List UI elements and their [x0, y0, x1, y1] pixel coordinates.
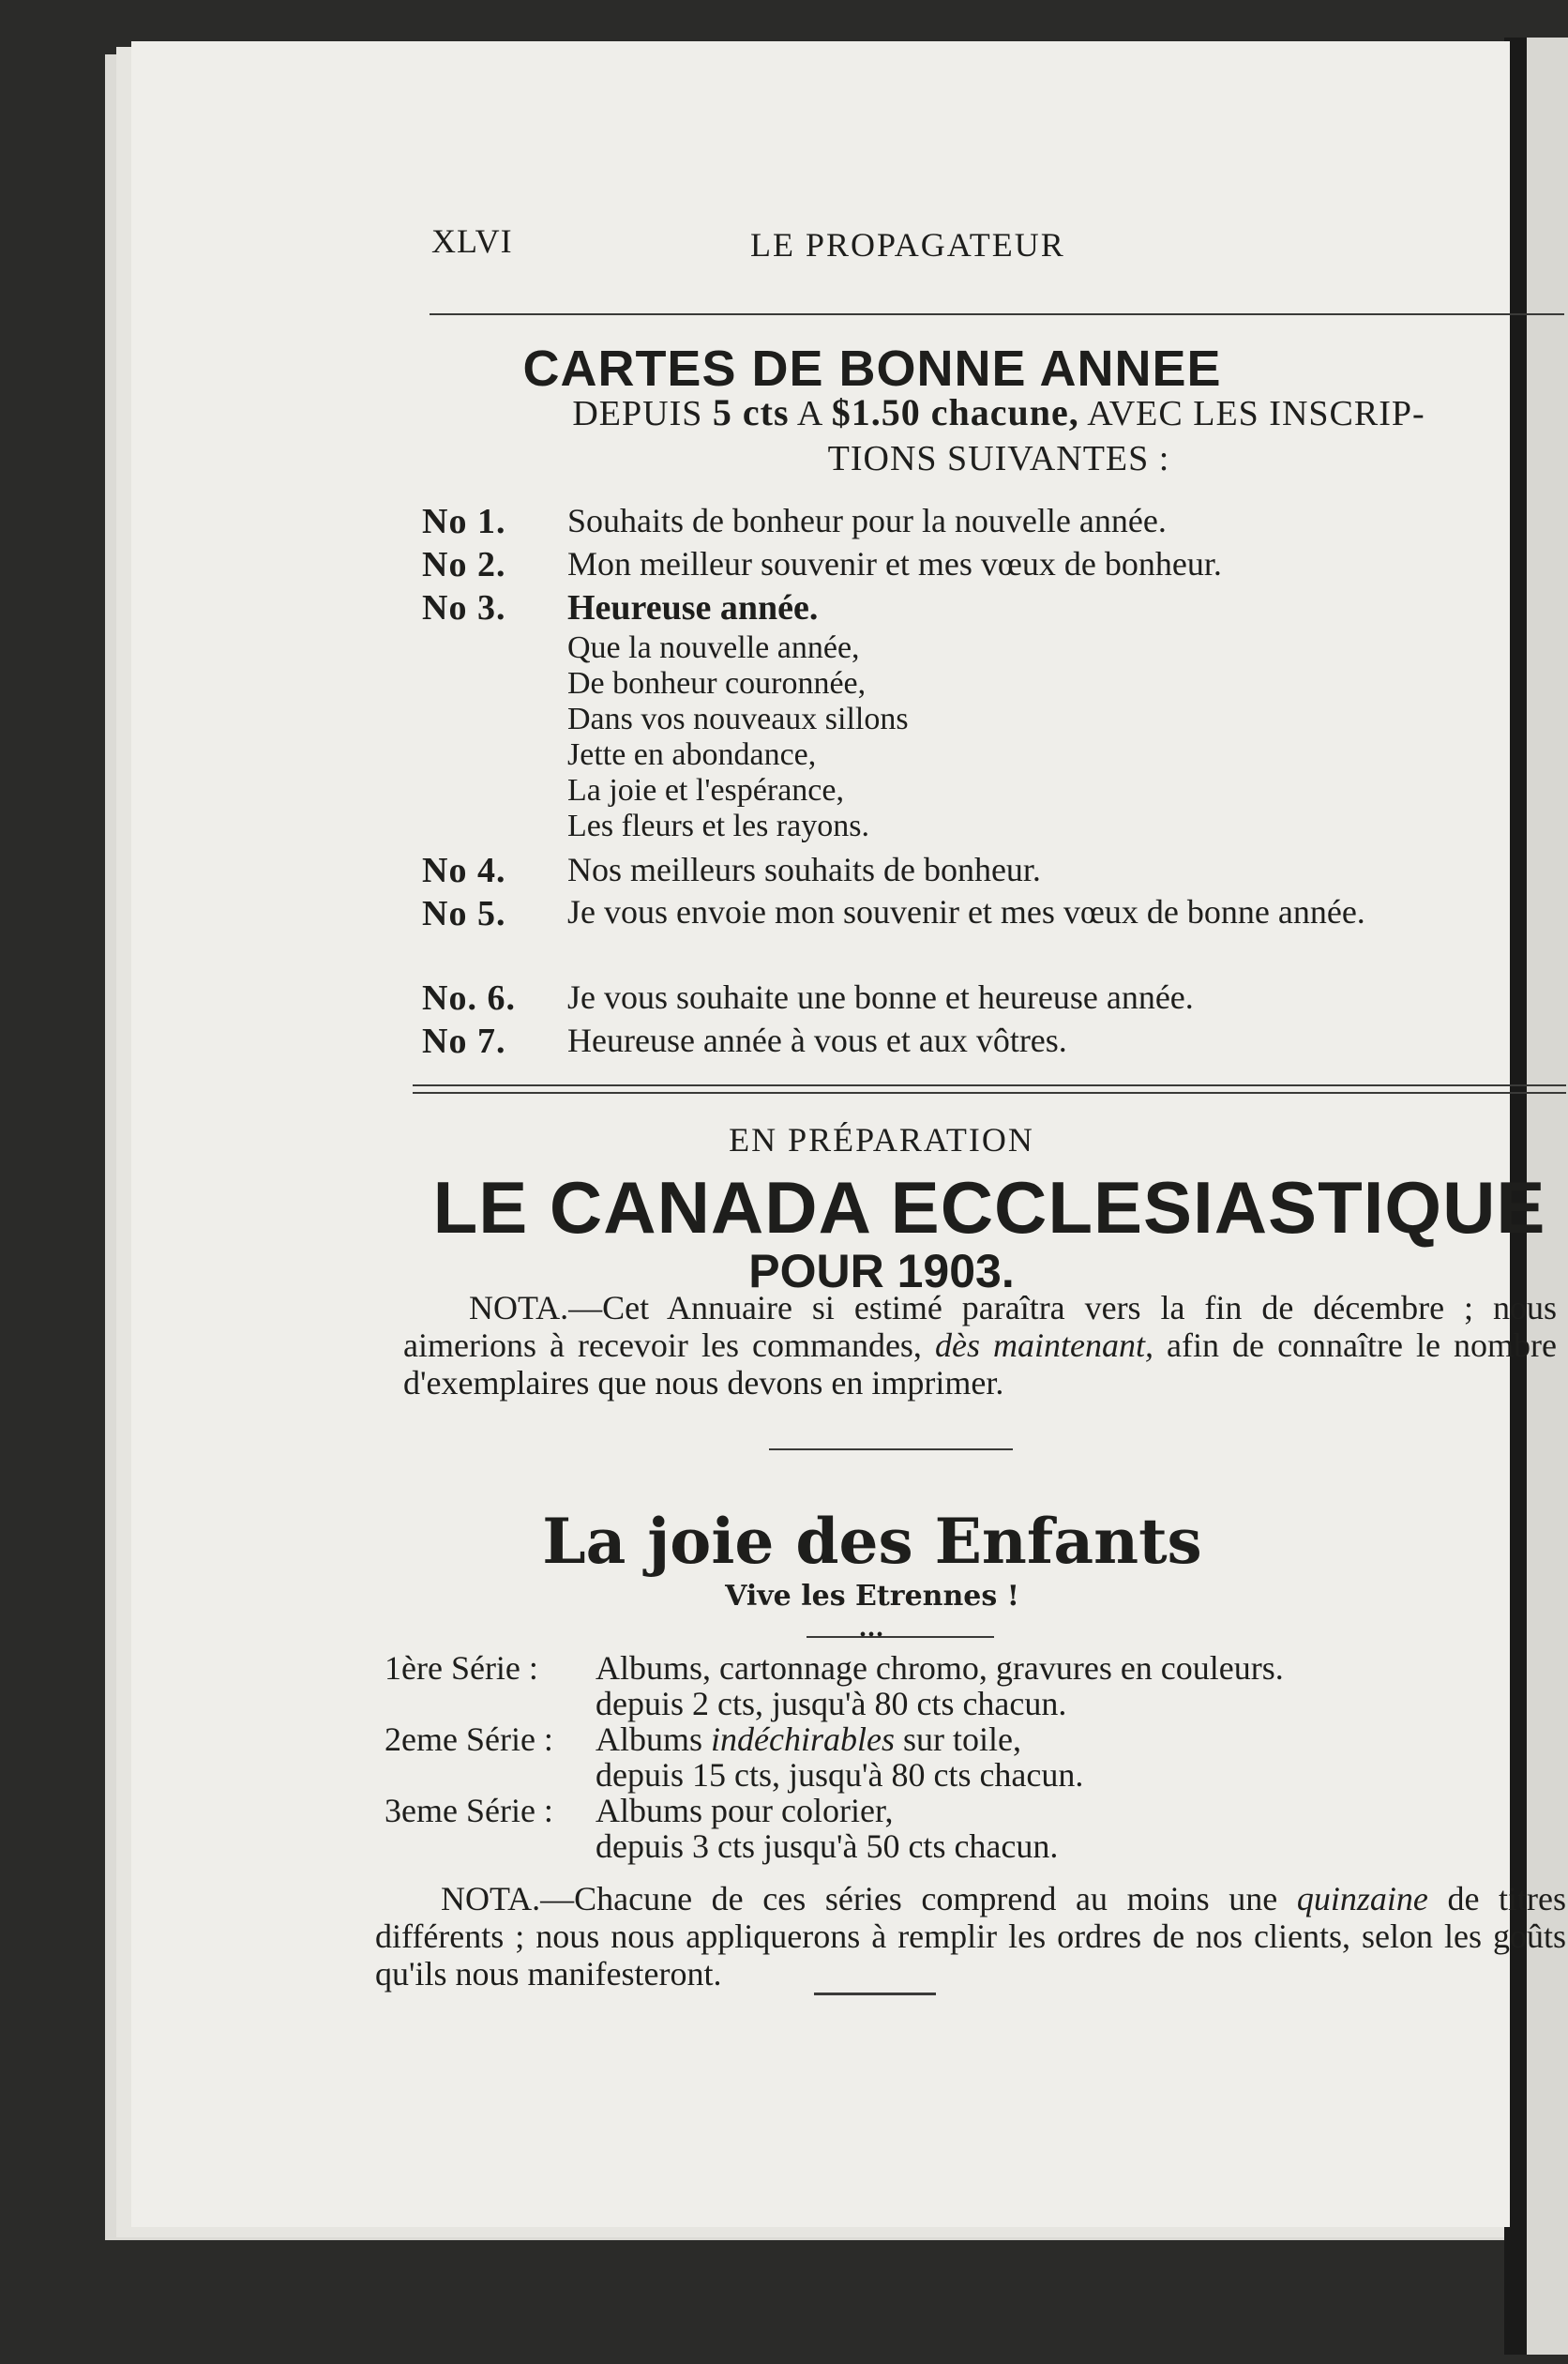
- item-text: Souhaits de bonheur pour la nouvelle année.: [567, 502, 1167, 539]
- poem: [567, 630, 1568, 844]
- poem-line: Les fleurs et les rayons.: [567, 809, 869, 843]
- item-number: No 4.: [422, 851, 506, 890]
- cartes-list: [422, 501, 1568, 1064]
- item-number: No 1.: [422, 502, 506, 541]
- list-item: [422, 544, 1568, 587]
- list-item: [422, 1021, 1568, 1064]
- series-label: 2eme Série :: [384, 1720, 553, 1758]
- item-text: Heureuse année.: [567, 588, 819, 628]
- poem-line: Dans vos nouveaux sillons: [567, 702, 909, 736]
- nota-emphasis: quinzaine: [1296, 1880, 1428, 1917]
- cartes-subheading: [431, 390, 1566, 481]
- header-rule: [430, 313, 1564, 315]
- list-item: [422, 977, 1568, 1021]
- item-number: No. 6.: [422, 978, 516, 1018]
- series-desc-pre: Albums: [596, 1720, 703, 1758]
- short-divider: [769, 1448, 1013, 1450]
- nota-emphasis: dès maintenant,: [934, 1326, 1153, 1364]
- item-number: No 5.: [422, 894, 506, 933]
- preparation-label: EN PRÉPARATION: [729, 1121, 1034, 1159]
- book-page: [131, 41, 1567, 2227]
- item-number: No 7.: [422, 1022, 506, 1061]
- subheading-inscrip: AVEC LES INSCRIP-: [1087, 394, 1425, 433]
- poem-line: Que la nouvelle année,: [567, 630, 860, 665]
- list-item: [422, 850, 1568, 893]
- running-title: LE PROPAGATEUR: [750, 226, 1065, 264]
- joie-subtitle: Vive les Etrennes !: [725, 1580, 1019, 1613]
- end-rule: [814, 1993, 936, 1995]
- cartes-heading: CARTES DE BONNE ANNEE: [522, 341, 1222, 397]
- series-desc: Albums, cartonnage chromo, gravures en couleurs.: [596, 1649, 1284, 1687]
- list-item: [422, 893, 1568, 977]
- list-item: [422, 501, 1568, 544]
- price-from: 5 cts: [712, 391, 790, 433]
- series-desc-post: sur toile,: [902, 1720, 1021, 1758]
- item-number: No 3.: [422, 588, 506, 628]
- poem-line: La joie et l'espérance,: [567, 773, 844, 808]
- nota-text: NOTA.—Cet Annuaire si estimé paraîtra vers la fin de décembre ; nous aimerions à recevoir les commandes,: [403, 1289, 1557, 1364]
- series-desc-emphasis: indéchirables: [711, 1720, 895, 1758]
- price-to: $1.50 chacune,: [831, 391, 1079, 433]
- series-row: [384, 1721, 1568, 1793]
- series-desc: Albums pour colorier,: [596, 1792, 894, 1829]
- item-text: Heureuse année à vous et aux vôtres.: [567, 1022, 1067, 1059]
- subheading-depuis: DEPUIS: [572, 394, 703, 433]
- poem-line: Jette en abondance,: [567, 737, 817, 772]
- nota-text: afin de connaître le nombre d'exemplaires que nous devons en imprimer.: [403, 1326, 1558, 1402]
- item-text: Mon meilleur souvenir et mes vœux de bonheur.: [567, 545, 1222, 583]
- running-head: [431, 182, 1435, 229]
- subheading-a: A: [796, 394, 822, 433]
- poem-line: De bonheur couronnée,: [567, 666, 867, 701]
- series-row: [384, 1793, 1568, 1864]
- item-text: Je vous souhaite une bonne et heureuse année.: [567, 978, 1194, 1016]
- item-text: Je vous envoie mon souvenir et mes vœux de bonne année.: [567, 893, 1365, 931]
- series-list: [384, 1650, 1568, 1864]
- ornament: •••: [859, 1625, 885, 1645]
- series-price: depuis 3 cts jusqu'à 50 cts chacun.: [596, 1827, 1059, 1865]
- item-number: No 2.: [422, 545, 506, 584]
- page-folio: XLVI: [431, 222, 513, 260]
- section-divider: [413, 1092, 1566, 1094]
- subheading-line2: TIONS SUIVANTES :: [827, 439, 1170, 478]
- series-desc: [596, 1721, 1021, 1757]
- nota-text: de titres différents ; nous nous appliquerons à remplir les ordres de nos clients, selon les goûts qu'ils nous manifesteront.: [375, 1880, 1567, 1993]
- series-row: [384, 1650, 1568, 1721]
- canada-year: POUR 1903.: [748, 1245, 1015, 1297]
- section-divider: [413, 1084, 1566, 1086]
- joie-title: La joie des Enfants: [542, 1505, 1202, 1578]
- item-text: Nos meilleurs souhaits de bonheur.: [567, 851, 1041, 888]
- nota-text: NOTA.—Chacune de ces séries comprend au moins une: [441, 1880, 1278, 1917]
- joie-nota: [375, 1880, 1566, 1993]
- series-label: 3eme Série :: [384, 1792, 553, 1829]
- canada-nota: [403, 1289, 1557, 1402]
- list-item: [422, 587, 1568, 630]
- series-label: 1ère Série :: [384, 1649, 538, 1687]
- canada-title: LE CANADA ECCLESIASTIQUE: [432, 1166, 1546, 1249]
- series-price: depuis 15 cts, jusqu'à 80 cts chacun.: [596, 1756, 1084, 1794]
- series-price: depuis 2 cts, jusqu'à 80 cts chacun.: [596, 1685, 1067, 1722]
